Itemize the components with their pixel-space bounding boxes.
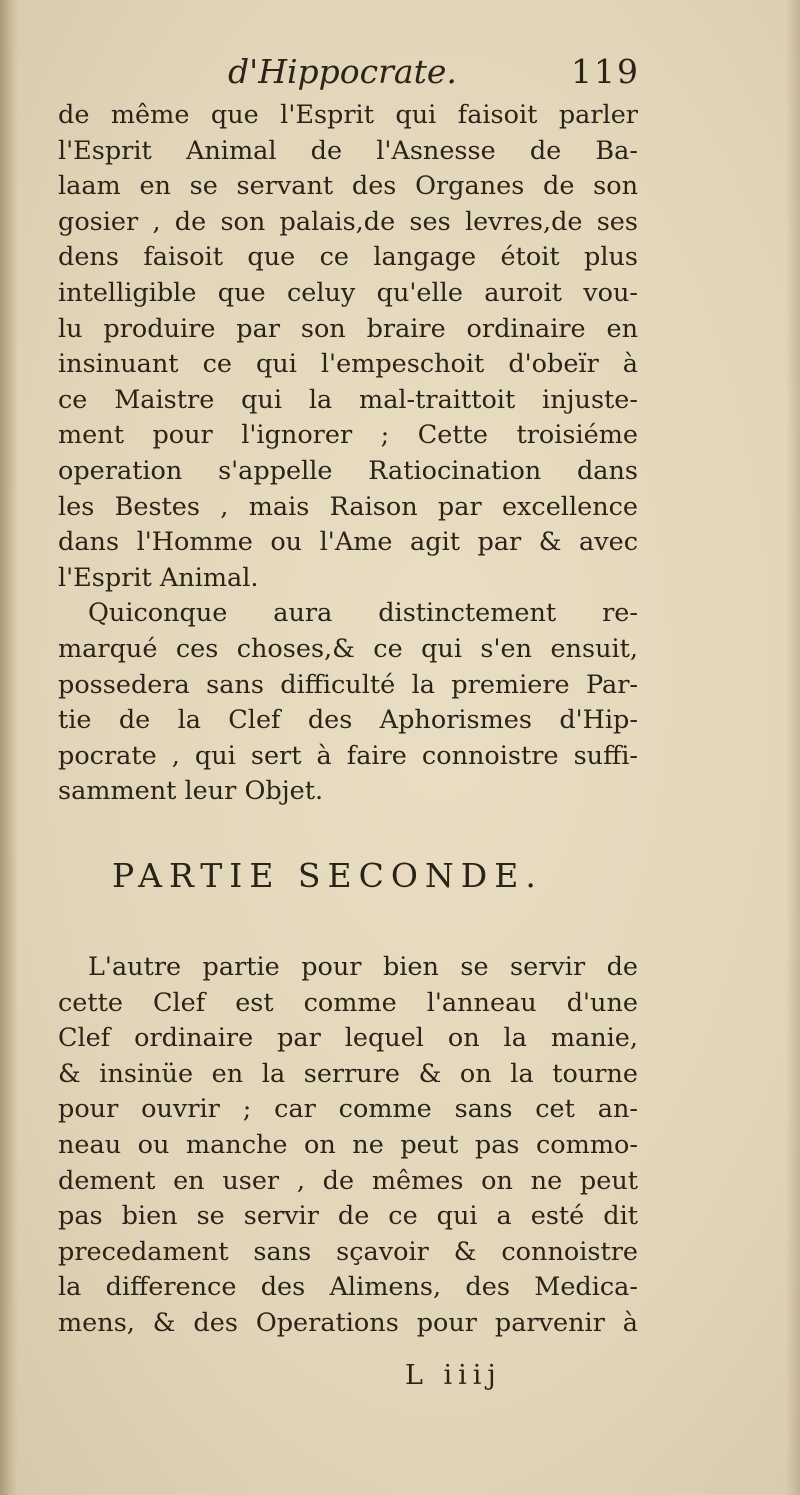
text-line: l'Esprit Animal.	[58, 562, 259, 593]
text-line: mens, & des Operations pour parvenir à	[58, 1307, 638, 1338]
text-line: Quiconque aura distinctement re-	[88, 598, 638, 629]
signature-mark: L iiij	[405, 1360, 502, 1391]
paragraph-1	[58, 98, 638, 810]
text-line: pour ouvrir ; car comme sans cet an-	[58, 1094, 638, 1125]
paragraph-3	[58, 950, 638, 1342]
text-line: intelligible que celuy qu'elle auroit vou-	[58, 277, 638, 308]
text-line: dement en user , de mêmes on ne peut	[58, 1165, 638, 1196]
text-line: pas bien se servir de ce qui a esté dit	[58, 1201, 638, 1232]
text-line: dans l'Homme ou l'Ame agit par & avec	[58, 527, 638, 558]
text-line: dens faisoit que ce langage étoit plus	[58, 242, 638, 273]
running-head: d'Hippocrate.	[228, 52, 457, 91]
text-line: les Bestes , mais Raison par excellence	[58, 491, 638, 522]
text-line: marqué ces choses,& ce qui s'en ensuit,	[58, 633, 638, 664]
text-line: operation s'appelle Ratiocination dans	[58, 455, 638, 486]
text-line: precedament sans sçavoir & connoistre	[58, 1236, 638, 1267]
text-line: neau ou manche on ne peut pas commo-	[58, 1129, 638, 1160]
text-line: L'autre partie pour bien se servir de	[88, 952, 638, 982]
text-line: samment leur Objet.	[58, 776, 324, 807]
text-line: tie de la Clef des Aphorismes d'Hip-	[58, 705, 638, 736]
text-line: & insinüe en la serrure & on la tourne	[58, 1058, 638, 1089]
text-line: ment pour l'ignorer ; Cette troisiéme	[58, 420, 638, 451]
text-line: laam en se servant des Organes de son	[58, 171, 638, 202]
text-line: Clef ordinaire par lequel on la manie,	[58, 1023, 638, 1054]
page-number: 119	[571, 52, 640, 91]
text-line: l'Esprit Animal de l'Asnesse de Ba-	[58, 135, 638, 166]
text-line: insinuant ce qui l'empeschoit d'obeïr à	[58, 349, 638, 380]
text-line: possedera sans difficulté la premiere Par-	[58, 669, 638, 700]
page-header	[60, 48, 640, 98]
text-line: de même que l'Esprit qui faisoit parler	[58, 100, 638, 130]
text-line: pocrate , qui sert à faire connoistre suffi-	[58, 740, 638, 771]
text-line: cette Clef est comme l'anneau d'une	[58, 987, 638, 1018]
text-line: la difference des Alimens, des Medica-	[58, 1272, 638, 1303]
section-heading: PARTIE SECONDE.	[112, 856, 543, 895]
text-line: lu produire par son braire ordinaire en	[58, 313, 638, 344]
page-edge-shadow	[786, 0, 800, 1495]
text-line: gosier , de son palais,de ses levres,de ses	[58, 206, 638, 237]
page-gutter	[0, 0, 18, 1495]
text-line: ce Maistre qui la mal-traittoit injuste-	[58, 384, 638, 415]
